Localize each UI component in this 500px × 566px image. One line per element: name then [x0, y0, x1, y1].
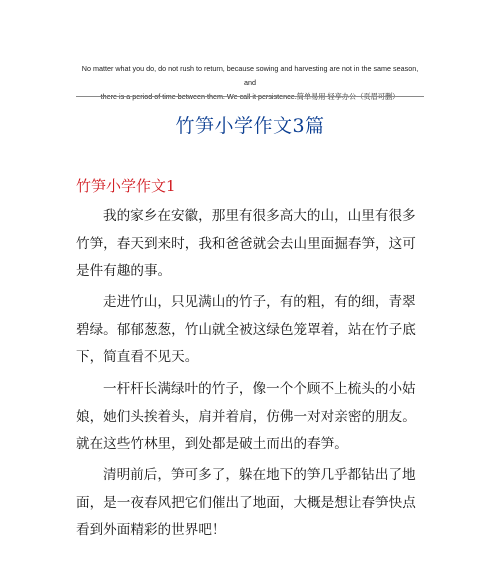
- header-divider: [76, 96, 424, 97]
- header-line-1: No matter what you do, do not rush to return, because sowing and harvesting are not in the same season, and: [81, 64, 419, 87]
- document-title: 竹笋小学作文3篇: [175, 115, 325, 137]
- section-heading: 竹笋小学作文1: [76, 177, 176, 195]
- page-header: [76, 62, 424, 104]
- header-line-2: there is a period of time between them. We call it persistence.简单易用 轻享办公（页眉可删）: [100, 92, 400, 101]
- paragraph-1: 我的家乡在安徽，那里有很多高大的山，山里有很多竹笋，春天到来时，我和爸爸就会去山里面掘春笋，这可是件有趣的事。: [76, 208, 416, 279]
- paragraph-4: 清明前后，笋可多了，躲在地下的笋几乎都钻出了地面，是一夜春风把它们催出了地面，大概是想让春笋快点看到外面精彩的世界吧！: [76, 467, 416, 538]
- paragraph-3: 一杆杆长满绿叶的竹子，像一个个顾不上梳头的小姑娘，她们头挨着头，肩并着肩，仿佛一对对亲密的朋友。就在这些竹林里，到处都是破土而出的春笋。: [76, 381, 416, 452]
- paragraph-2: 走进竹山，只见满山的竹子，有的粗，有的细，青翠碧绿。郁郁葱葱，竹山就全被这绿色笼罩着，站在竹子底下，简直看不见天。: [76, 294, 416, 365]
